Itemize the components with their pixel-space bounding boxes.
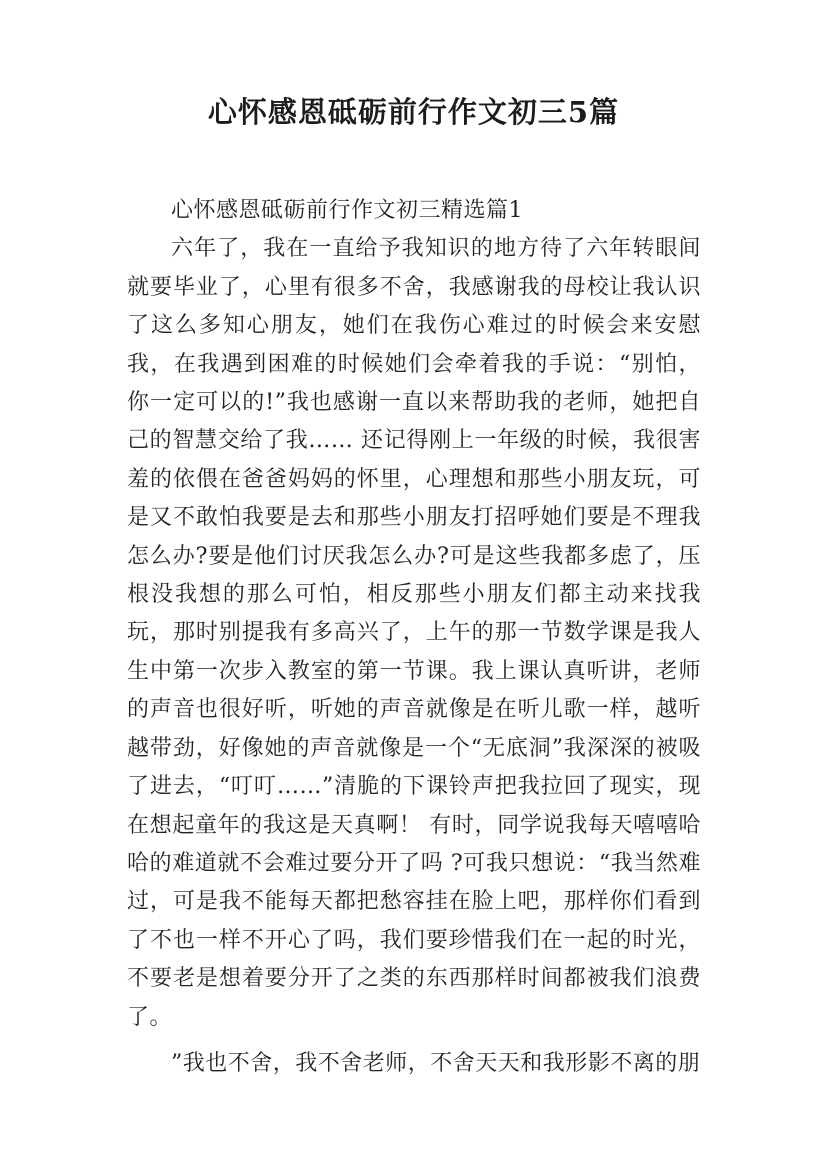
document-body	[127, 192, 701, 1083]
document-title: 心怀感恩砥砺前行作文初三5篇	[207, 95, 620, 129]
body-paragraph: ”我也不舍，我不舍老师，不舍天天和我形影不离的朋	[171, 1050, 701, 1076]
body-paragraph: 六年了，我在一直给予我知识的地方待了六年转眼间就要毕业了，心里有很多不舍，我感谢我的母校让我认识了这么多知心朋友，她们在我伤心难过的时候会来安慰我，在我遇到困难的时候她们会牵着我的手说：“别怕，你一定可以的!”我也感谢一直以来帮助我的老师，她把自己的智慧交给了我…… 还记得刚上一年级的时候，我很害羞的依偎在爸爸妈妈的怀里，心理想和那些小朋友玩，可是又不敢怕我要是去和那些小朋友打招呼她们要是不理我怎么办?要是他们讨厌我怎么办?可是这些我都多虑了，压根没我想的那么可怕，相反那些小朋友们都主动来找我玩，那时别提我有多高兴了，上午的那一节数学课是我人生中第一次步入教室的第一节课。我上课认真听讲，老师的声音也很好听，听她的声音就像是在听儿歌一样，越听越带劲，好像她的声音就像是一个“无底洞”我深深的被吸了进去，“叮叮……”清脆的下课铃声把我拉回了现实，现在想起童年的我这是天真啊！ 有时，同学说我每天嘻嘻哈哈的难道就不会难过要分开了吗 ?可我只想说：“我当然难过，可是我不能每天都把愁容挂在脸上吧，那样你们看到了不也一样不开心了吗，我们要珍惜我们在一起的时光，不要老是想着要分开了之类的东西那样时间都被我们浪费了。	[127, 236, 701, 1030]
section-heading: 心怀感恩砥砺前行作文初三精选篇1	[171, 198, 523, 223]
